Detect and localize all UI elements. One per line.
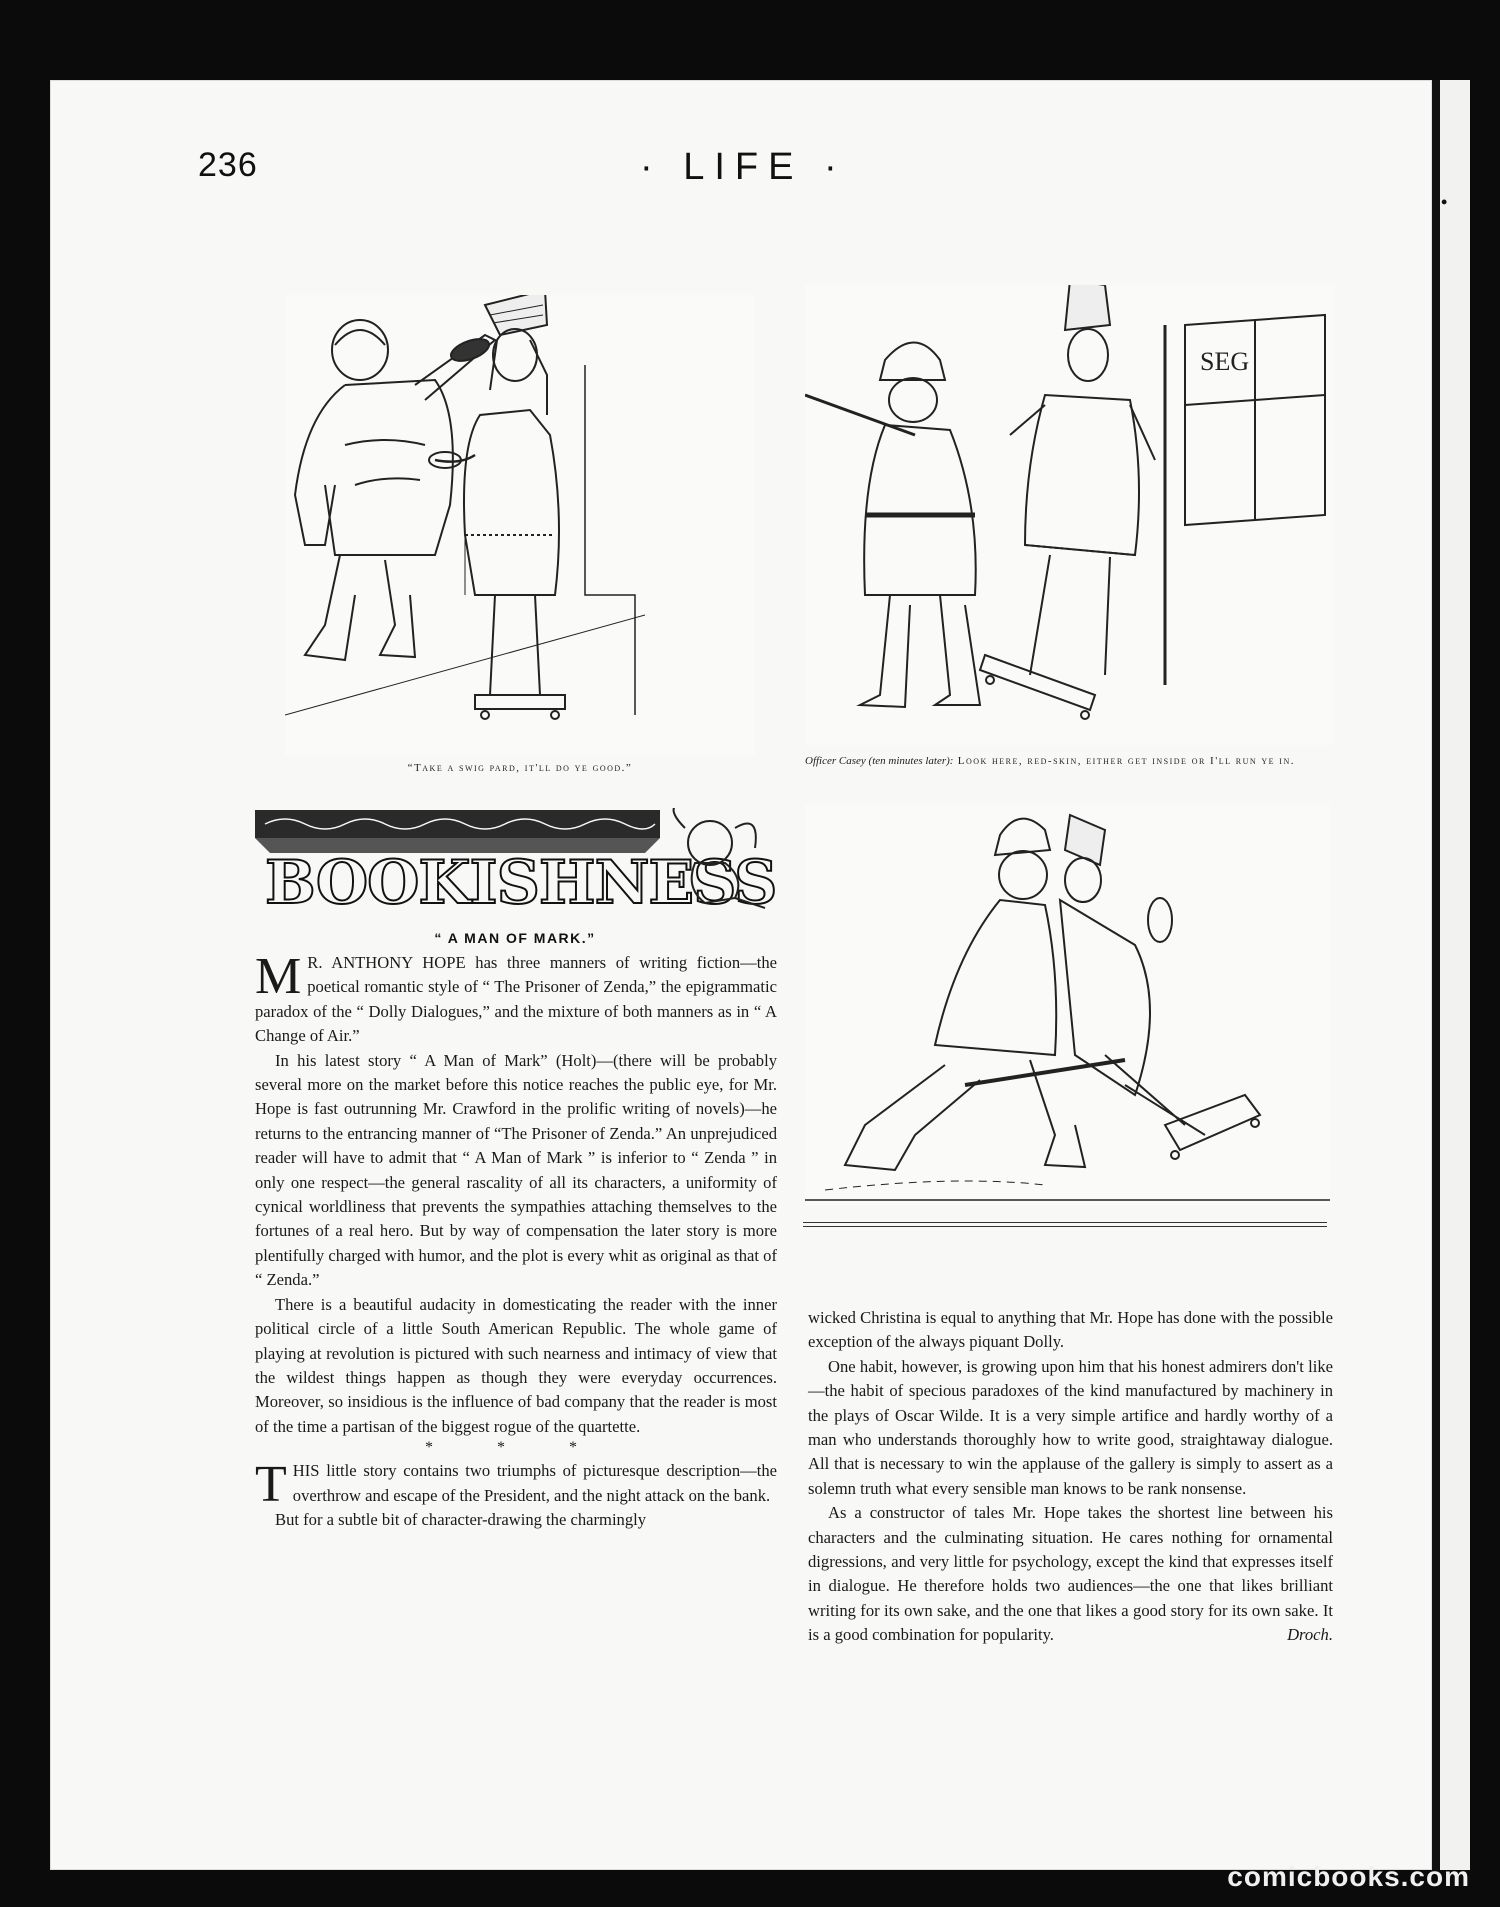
cartoon2-sign-text: SEG — [1200, 347, 1250, 376]
paragraph-6: wicked Christina is equal to anything that Mr. Hope has done with the possible exception of the always piquant Dolly. — [808, 1308, 1333, 1352]
section-separator: * * * — [425, 1439, 607, 1457]
paragraph-2: In his latest story “ A Man of Mark” (Holt)—(there will be probably several more on the market before this notice reaches the public eye, for Mr. Hope is fast outrunning Mr. Crawford in the prolific writing of novels)—he returns to the entrancing manner of “The Prisoner of Zenda.” An unprejudiced reader will have to admit that “ A Man of Mark ” is inferior to “ Zenda ” in only one respect—the general rascality of all its characters, a uniformity of cynical worldliness that prevents the sympathies attaching themselves to the fortunes of a real hero. But by way of compensation the later story is more plentifully charged with humor, and the plot is every whit as original as that of “ Zenda.” — [255, 1050, 777, 1290]
cartoon2-text: Look here, red-skin, either get inside or I'll run ye in. — [957, 755, 1295, 767]
left-text-column — [255, 948, 777, 1532]
page-number: 236 — [198, 146, 258, 184]
article-byline: “ A MAN OF MARK.” — [434, 930, 596, 946]
drop-cap-m: M — [255, 948, 302, 1005]
paragraph-7: One habit, however, is growing upon him that his honest admirers don't like—the habit of specious paradoxes of the kind manufactured by machinery in the plays of Oscar Wilde. It is a very simple artifice and hardly worthy of a man who understands thoroughly how to write good, straightaway dialogue. All that is necessary to win the applause of the gallery is simply to assert as a solemn truth what every sensible man knows to be rank nonsense. — [808, 1356, 1333, 1498]
cartoon-take-a-swig — [285, 295, 755, 755]
paragraph-8: As a constructor of tales Mr. Hope takes the shortest line between his characters and the culminating situation. He cares nothing for ornamental digressions, and very little for psychology, except the kind that expresses itself in dialogue. He therefore holds two audiences—the one that likes brilliant writing for its own sake, and the one that likes a good story for its own sake. It is a good combination for popularity. Droch. — [808, 1501, 1333, 1647]
drop-cap-t: T — [255, 1456, 287, 1514]
cartoon2-speaker: Officer Casey (ten minutes later): — [805, 755, 954, 767]
watermark: comicbooks.com — [1227, 1861, 1470, 1892]
cartoon2-caption — [805, 752, 1335, 770]
column-rule — [803, 1222, 1327, 1223]
bookishness-banner — [255, 808, 775, 918]
cartoon1-caption: “Take a swig pard, it'll do ye good.” — [407, 762, 633, 774]
paragraph-4: THIS little story contains two triumphs of picturesque description—the overthrow and escape of the President, and the night attack on the bank. — [255, 1456, 777, 1514]
paragraph-1: M R. ANTHONY HOPE has three manners of writing fiction—the poetical romantic style of “ The Prisoner of Zenda,” the epigrammatic paradox of the “ Dolly Dialogues,” and the mixture of both manners as in “ A Change of Air.” — [255, 948, 777, 1046]
column-rule-2 — [803, 1226, 1327, 1227]
paragraph-5: But for a subtle bit of character-drawing the charmingly — [275, 1509, 647, 1529]
paragraph-3: There is a beautiful audacity in domesticating the reader with the inner political circle of a little South American Republic. The whole game of playing at revolution is pictured with such nearness and intimacy of view that the wildest things happen as though they were everyday occurrences. Moreover, so insidious is the influence of bad company that the reader is most of the time a partisan of the biggest rogue of the quartette. — [255, 1294, 777, 1436]
right-text-column — [808, 1306, 1333, 1648]
cartoon-officer-carries-figure — [805, 805, 1330, 1205]
author-signature: Droch. — [1287, 1625, 1333, 1645]
cartoon-officer-casey — [805, 285, 1335, 745]
facing-page-edge: • — [1440, 80, 1470, 1870]
page-spine — [1432, 80, 1440, 1870]
column-title: BOOKISHNESS — [265, 848, 775, 918]
magazine-title: · LIFE · — [640, 146, 847, 188]
